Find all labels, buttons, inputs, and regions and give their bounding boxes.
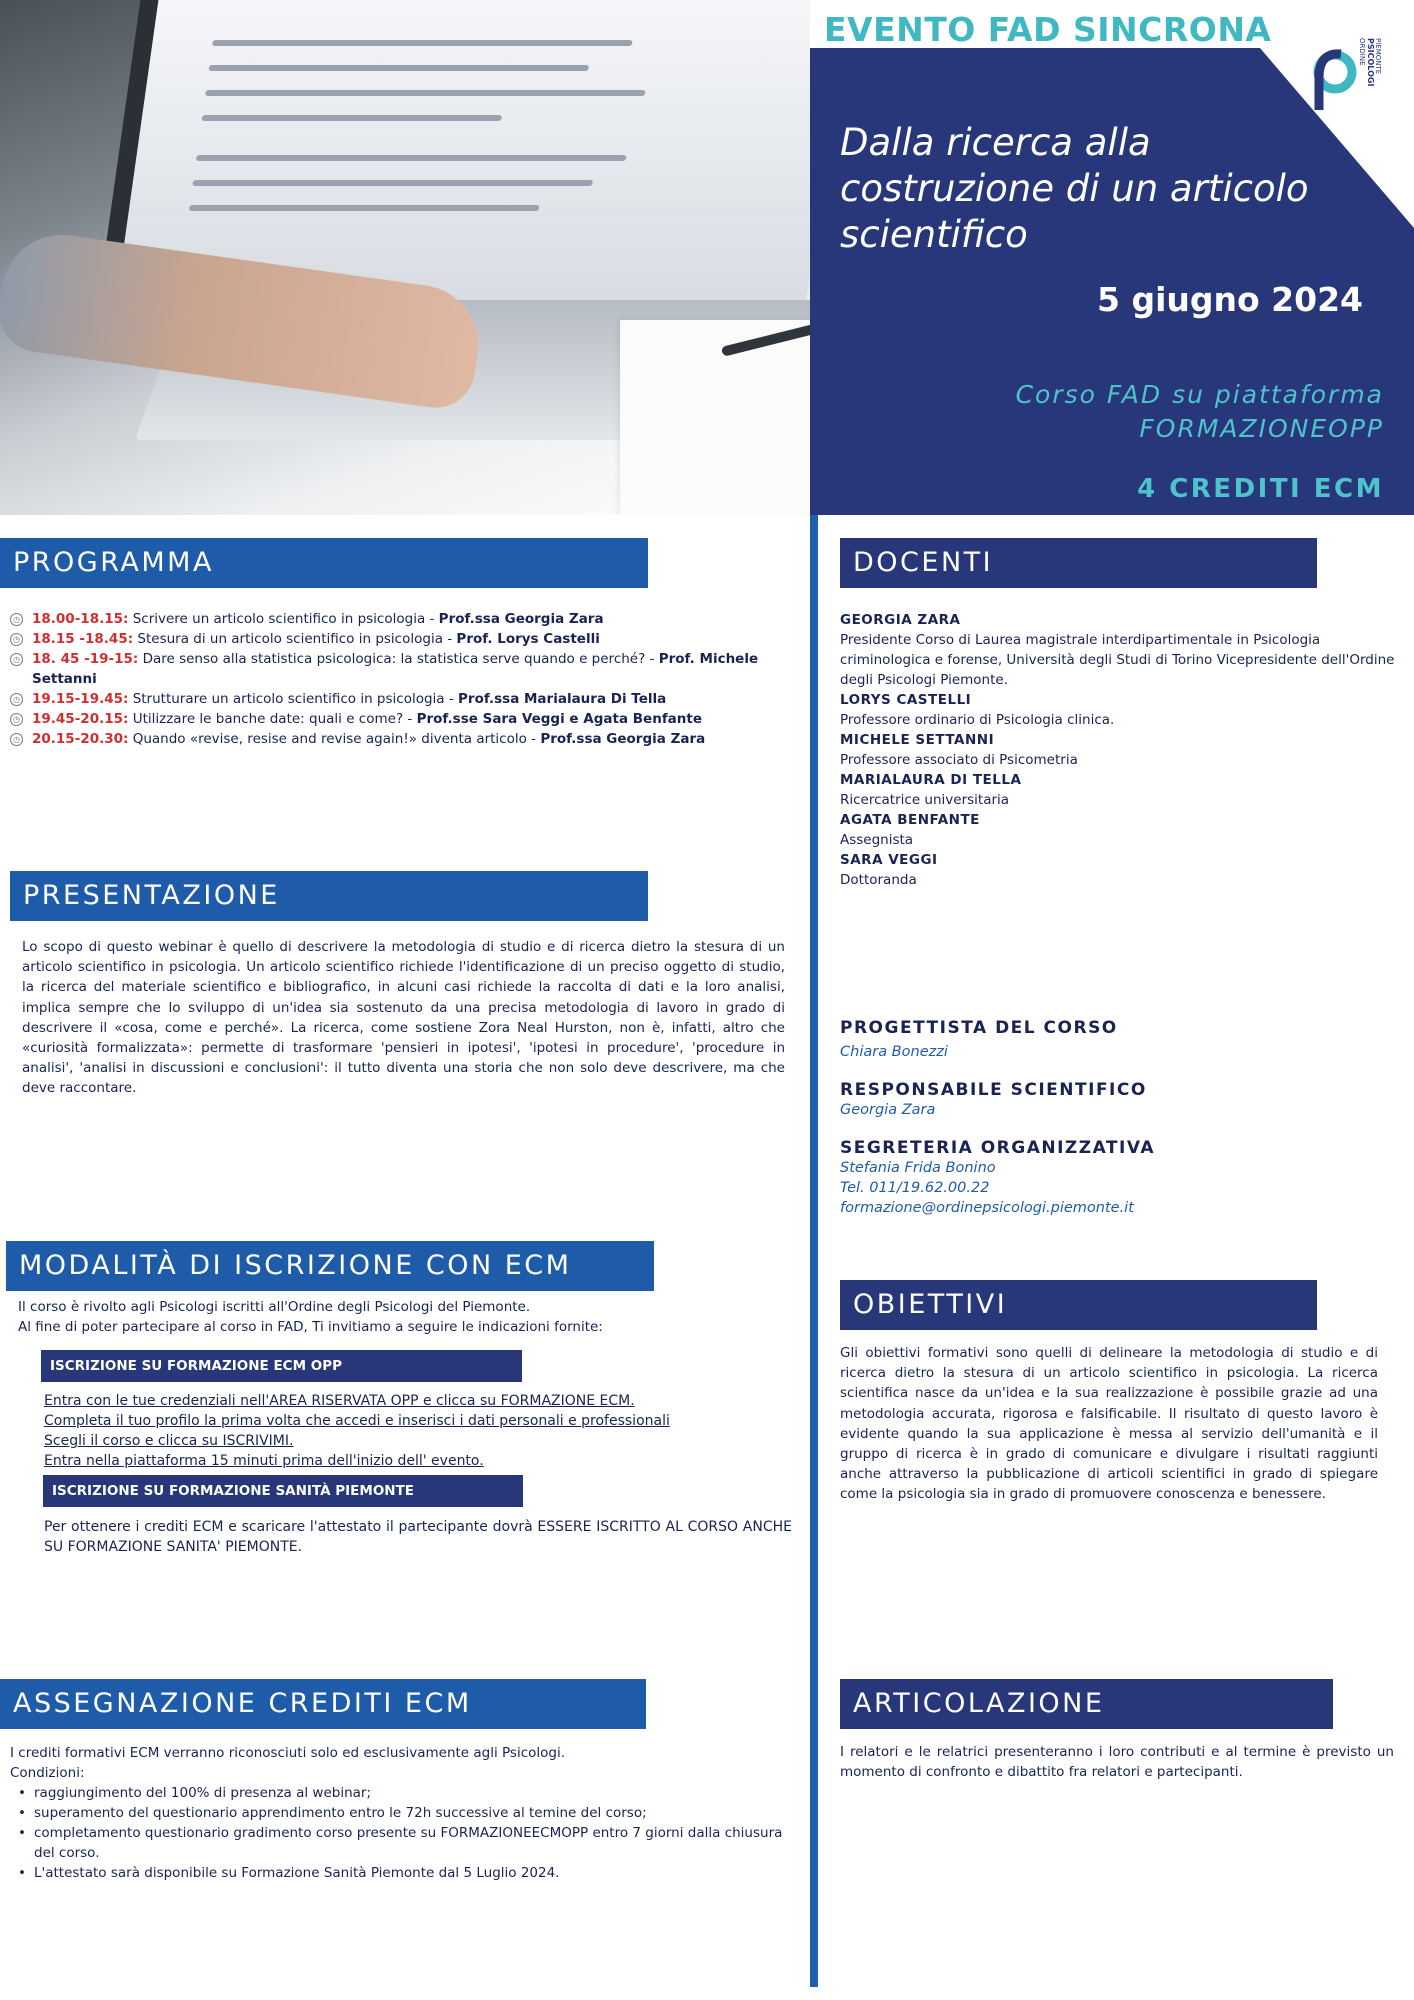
modalita-intro — [18, 1297, 788, 1337]
step-entra-piattaforma[interactable]: Entra nella piattaforma 15 minuti prima dell'inizio dell' evento. — [44, 1453, 484, 1469]
event-type: EVENTO FAD SINCRONA — [824, 10, 1272, 49]
programma-item — [10, 729, 790, 749]
docente-role: Professore associato di Psicometria — [840, 752, 1078, 768]
programma-item — [10, 609, 790, 629]
programma-topic: Dare senso alla statistica psicologica: la statistica serve quando e perché? - — [138, 651, 659, 667]
docenti-list — [840, 610, 1395, 890]
svg-text:PSICOLOGI: PSICOLOGI — [1366, 38, 1375, 87]
programma-topic: Strutturare un articolo scientifico in psicologia - — [128, 691, 459, 707]
responsabile-label: RESPONSABILE SCIENTIFICO — [840, 1080, 1147, 1100]
programma-item — [10, 649, 790, 689]
programma-item — [10, 629, 790, 649]
obiettivi-text: Gli obiettivi formativi sono quelli di delineare la metodologia di studio e di ricerca dietro la stesura di un articolo scientifico in psicologia. La ricerca scientifica nasce da un'idea e la sua realizzazione è possibile grazie ad una metodologia accurata, rigorosa e falsificabile. Il risultato di questo lavoro è evidente quando la sua applicazione è messa al servizio dell'umanità e il gruppo di ricerca è in grado di comunicare e divulgare i risultati raggiunti anche attraverso la pubblicazione di articoli scientifici in grado di spiegare come la psicologia sia in grado di promuovere conoscenza e benessere. — [840, 1345, 1378, 1503]
condizione-item: • raggiungimento del 100% di presenza al webinar; — [10, 1783, 790, 1803]
clock-icon: ◷ — [10, 713, 23, 726]
segreteria-email[interactable]: formazione@ordinepsicologi.piemonte.it — [840, 1200, 1134, 1216]
progettista-label: PROGETTISTA DEL CORSO — [840, 1018, 1118, 1038]
docenti-header: DOCENTI — [840, 538, 1317, 588]
event-title: Dalla ricerca alla costruzione di un articolo scientifico — [840, 121, 1309, 256]
docente-role: Presidente Corso di Laurea magistrale interdipartimentale in Psicologia criminologica e forense, Università degli Studi di Torino Vicepresidente dell'Ordine degli Psicologi Piemonte. — [840, 632, 1395, 688]
docente-name: LORYS CASTELLI — [840, 692, 972, 708]
presentazione-text: Lo scopo di questo webinar è quello di descrivere la metodologia di studio e di ricerca dietro la stesura di un articolo scientifico in psicologia. Un articolo scientifico richiede l'identificazione di un preciso oggetto di studio, la ricerca del materiale scientifico e bibliografico, in alcuni casi richiede la raccolta di dati e la loro analisi, implica sempre che lo sviluppo di un'idea sia sostenuto da una precisa metodologia di lavoro in grado di descrivere il «cosa, come e perché». La ricerca, come sostiene Zora Neal Hurston, non è, infatti, altro che «curiosità formalizzata»: permette di trasformare 'pensieri in ipotesi', 'ipotesi in procedure', 'procedure in analisi', 'analisi in discussioni e conclusioni': il tutto diventa una storia che non solo deve descrivere, ma che deve raccontare. — [22, 939, 785, 1097]
clock-icon: ◷ — [10, 653, 23, 666]
step-scegli-corso[interactable]: Scegli il corso e clicca su ISCRIVIMI. — [44, 1433, 294, 1449]
programma-topic: Stesura di un articolo scientifico in psicologia - — [133, 631, 457, 647]
docente-role: Assegnista — [840, 832, 914, 848]
segreteria-name: Stefania Frida Bonino — [840, 1160, 996, 1176]
step-completa-profilo[interactable]: Completa il tuo profilo la prima volta che accedi e inserisci i dati personali e professionali — [44, 1413, 670, 1429]
programma-time: 20.15-20.30: — [32, 731, 129, 747]
hero-photo — [0, 0, 810, 515]
ordine-psicologi-logo — [1305, 30, 1390, 115]
svg-text:ORDINE: ORDINE — [1358, 38, 1366, 66]
docente-name: MARIALAURA DI TELLA — [840, 772, 1022, 788]
clock-icon: ◷ — [10, 613, 23, 626]
docente-role: Ricercatrice universitaria — [840, 792, 1010, 808]
step-area-riservata[interactable]: Entra con le tue credenziali nell'AREA RISERVATA OPP e clicca su FORMAZIONE ECM. — [44, 1393, 635, 1409]
condizione-item: • superamento del questionario apprendimento entro le 72h successive al temine del corso; — [10, 1803, 790, 1823]
programma-item — [10, 689, 790, 709]
articolazione-text: I relatori e le relatrici presenteranno i loro contributi e al termine è previsto un momento di confronto e dibattito fra relatori e partecipanti. — [840, 1744, 1394, 1781]
progettista-name: Chiara Bonezzi — [840, 1044, 948, 1060]
iscrizione-steps — [44, 1391, 794, 1471]
condizioni-label: Condizioni: — [10, 1765, 85, 1781]
course-platform — [824, 378, 1384, 446]
docente-name: GEORGIA ZARA — [840, 612, 961, 628]
programma-time: 19.45-20.15: — [32, 711, 129, 727]
programma-topic: Quando «revise, resise and revise again!» diventa articolo - — [128, 731, 541, 747]
iscrizione-ecm-opp-bar: ISCRIZIONE SU FORMAZIONE ECM OPP — [41, 1350, 522, 1382]
programma-speaker: Prof.ssa Georgia Zara — [438, 611, 604, 627]
segreteria-label: SEGRETERIA ORGANIZZATIVA — [840, 1138, 1155, 1158]
docente-name: SARA VEGGI — [840, 852, 938, 868]
paper-image — [620, 320, 810, 515]
clock-icon: ◷ — [10, 633, 23, 646]
segreteria-phone: Tel. 011/19.62.00.22 — [840, 1180, 990, 1196]
programma-item — [10, 709, 790, 729]
responsabile-name: Georgia Zara — [840, 1102, 936, 1118]
obiettivi-header: OBIETTIVI — [840, 1280, 1317, 1330]
condizione-item: • completamento questionario gradimento corso presente su FORMAZIONEECMOPP entro 7 giorni dalla chiusura del corso. — [10, 1823, 790, 1863]
programma-time: 18.15 -18.45: — [32, 631, 134, 647]
assegnazione-header: ASSEGNAZIONE CREDITI ECM — [0, 1679, 646, 1729]
modalita-intro-1: Il corso è rivolto agli Psicologi iscritti all'Ordine degli Psicologi del Piemonte. — [18, 1299, 531, 1315]
programma-speaker: Prof.sse Sara Veggi e Agata Benfante — [416, 711, 703, 727]
programma-topic: Scrivere un articolo scientifico in psicologia - — [128, 611, 439, 627]
roles-block — [840, 1018, 1400, 1218]
assegnazione-intro: I crediti formativi ECM verranno riconosciuti solo ed esclusivamente agli Psicologi. — [10, 1745, 566, 1761]
iscrizione-sanita-piemonte-bar: ISCRIZIONE SU FORMAZIONE SANITÀ PIEMONTE — [43, 1475, 523, 1507]
programma-topic: Utilizzare le banche date: quali e come? - — [128, 711, 417, 727]
svg-text:PIEMONTE: PIEMONTE — [1374, 38, 1382, 75]
course-line-2: FORMAZIONEOPP — [1139, 414, 1384, 443]
programma-time: 18.00-18.15: — [32, 611, 129, 627]
programma-speaker: Prof.ssa Georgia Zara — [540, 731, 706, 747]
clock-icon: ◷ — [10, 733, 23, 746]
programma-speaker: Prof. Lorys Castelli — [456, 631, 600, 647]
programma-time: 19.15-19.45: — [32, 691, 129, 707]
condizione-item: • L'attestato sarà disponibile su Formazione Sanità Piemonte dal 5 Luglio 2024. — [10, 1863, 790, 1883]
programma-header: PROGRAMMA — [0, 538, 648, 588]
programma-speaker: Prof. Michele Settanni — [32, 651, 759, 687]
programma-time: 18. 45 -19-15: — [32, 651, 139, 667]
articolazione-header: ARTICOLAZIONE — [840, 1679, 1333, 1729]
modalita-intro-2: Al fine di poter partecipare al corso in FAD, Ti invitiamo a seguire le indicazioni fornite: — [18, 1319, 603, 1335]
docente-name: AGATA BENFANTE — [840, 812, 980, 828]
modalita-header: MODALITÀ DI ISCRIZIONE CON ECM — [6, 1241, 654, 1291]
docente-role: Dottoranda — [840, 872, 917, 888]
docente-name: MICHELE SETTANNI — [840, 732, 995, 748]
condizioni-list — [10, 1783, 790, 1883]
docente-role: Professore ordinario di Psicologia clinica. — [840, 712, 1115, 728]
course-line-1: Corso FAD su piattaforma — [1015, 380, 1384, 409]
assegnazione-block — [10, 1743, 790, 1883]
sanita-note: Per ottenere i crediti ECM e scaricare l'attestato il partecipante dovrà ESSERE ISCRITTO AL CORSO ANCHE SU FORMAZIONE SANITA' PIEMONTE. — [44, 1519, 792, 1555]
programma-list — [10, 609, 790, 749]
credits-badge: 4 CREDITI ECM — [1137, 474, 1384, 504]
column-divider — [810, 515, 818, 1987]
programma-speaker: Prof.ssa Marialaura Di Tella — [458, 691, 667, 707]
event-date: 5 giugno 2024 — [1097, 280, 1363, 319]
clock-icon: ◷ — [10, 693, 23, 706]
presentazione-header: PRESENTAZIONE — [10, 871, 648, 921]
